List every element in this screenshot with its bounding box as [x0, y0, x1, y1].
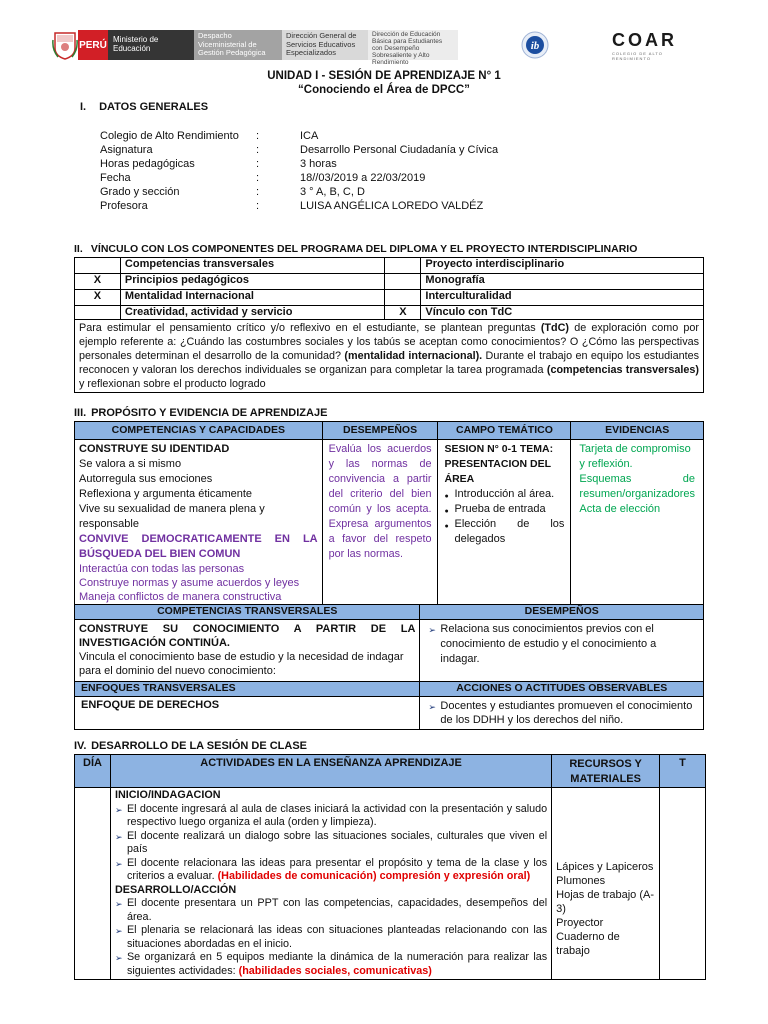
- vinculo-text: y reflexionan sobre el producto logrado: [79, 378, 266, 390]
- despacho-label: Despacho Viceministerial de Gestión Pedagógica: [194, 30, 282, 60]
- enf-head: ENFOQUES TRANSVERSALES: [75, 682, 420, 697]
- peru-label: PERÚ: [78, 30, 108, 60]
- header-logos: [0, 0, 768, 66]
- proposito-col-head: EVIDENCIAS: [571, 422, 704, 440]
- ct-comp-text: Vincula el conocimiento base de estudio y la necesidad de indagar para el dominio del nuevo conocimiento:: [79, 651, 404, 677]
- comp2-item: Construye normas y asume acuerdos y leyes: [79, 577, 300, 589]
- proposito-col-head: COMPETENCIAS Y CAPACIDADES: [75, 422, 323, 440]
- coar-text: COAR: [612, 30, 677, 50]
- vinculo-check: X: [385, 306, 421, 320]
- dg-key: Grado y sección: [100, 186, 180, 198]
- vinculo-check: [385, 274, 421, 290]
- ct-comp-title: CONSTRUYE SU CONOCIMIENTO A PARTIR DE LA INVESTIGACIÓN CONTINÚA.: [79, 623, 416, 649]
- desarrollo-table: [74, 754, 706, 980]
- competencias-cell: [75, 440, 323, 607]
- evidencia-item: Esquemas de resumen/organizadores: [579, 473, 695, 500]
- direccion-general-label: Dirección General de Servicios Educativos Especializados: [282, 30, 368, 60]
- section1-heading: [80, 101, 208, 113]
- acc-cell: [420, 697, 704, 730]
- ct-comp-cell: [75, 620, 420, 682]
- vinculo-check: [75, 306, 121, 320]
- section1-num: I.: [80, 101, 87, 113]
- dg-colon: :: [256, 186, 260, 198]
- desempenos-cell: Evalúa los acuerdos y las normas de convivencia a partir del criterio del bien común y los acepta. Expresa argumentos a favor del respeto por las normas.: [322, 440, 438, 607]
- section3-title: PROPÓSITO Y EVIDENCIA DE APRENDIZAJE: [91, 407, 328, 419]
- vinculo-tdc: (TdC): [540, 322, 569, 334]
- vinculo-table: [74, 257, 704, 393]
- vinculo-text: Durante el trabajo en equipo los estudiantes reconocen y valoran los derechos individuales se organizan para completar la tarea programada: [79, 350, 699, 376]
- vinculo-item: Principios pedagógicos: [120, 274, 385, 290]
- inicio-title: INICIO/INDAGACION: [114, 789, 221, 801]
- section1-title: DATOS GENERALES: [99, 101, 209, 113]
- desarrollo-col-head: T: [660, 755, 706, 788]
- dg-colon: :: [256, 144, 260, 156]
- transversales-table: [74, 604, 704, 730]
- desarrollo-col-head: DÍA: [75, 755, 111, 788]
- dg-colon: :: [256, 172, 260, 184]
- vinculo-item: Vínculo con TdC: [421, 306, 704, 320]
- recurso-item: Plumones: [556, 875, 606, 887]
- recurso-item: Hojas de trabajo (A-3): [556, 889, 654, 915]
- dg-value: 18//03/2019 a 22/03/2019: [300, 172, 426, 184]
- campo-cell: [438, 440, 571, 607]
- acc-item: ➢ Docentes y estudiantes promueven el conocimiento de los DDHH y los derechos del niño.: [428, 699, 695, 727]
- vinculo-item: Creatividad, actividad y servicio: [120, 306, 385, 320]
- desarrollo-item: ➢ El plenaria se relacionará las ideas con situaciones planteadas relacionando con las situaciones abordadas en el inicio.: [115, 924, 547, 951]
- dg-value: 3 ° A, B, C, D: [300, 186, 365, 198]
- campo-item: ● Elección de los delegados: [444, 517, 564, 547]
- section2-title: VÍNCULO CON LOS COMPONENTES DEL PROGRAMA DEL DIPLOMA Y EL PROYECTO INTERDISCIPLINARIO: [90, 243, 638, 255]
- vinculo-item: Mentalidad Internacional: [120, 290, 385, 306]
- ct-desemp-item: ➢ Relaciona sus conocimientos previos con el conocimiento de estudio y el conocimiento a indagar.: [428, 622, 695, 667]
- acc-head: ACCIONES O ACTITUDES OBSERVABLES: [420, 682, 704, 697]
- dg-row: [100, 143, 600, 157]
- ib-logo: [517, 30, 553, 60]
- vinculo-mi: (mentalidad internacional).: [344, 350, 483, 362]
- comp1-item: Autorregula sus emociones: [79, 473, 213, 485]
- desarrollo-item-text: Se organizará en 5 equipos mediante la dinámica de la numeración para realizar las siguientes actividades:: [126, 951, 548, 977]
- coar-logo: [612, 30, 692, 61]
- inicio-item: ➢ El docente realizará un dialogo sobre las situaciones sociales, culturales que viven el país: [115, 830, 547, 857]
- ct-head-right: DESEMPEÑOS: [420, 605, 704, 620]
- desarrollo-col-head: RECURSOS Y MATERIALES: [552, 755, 660, 788]
- campo-list: [444, 487, 564, 547]
- inicio-red-note: (Habilidades de comunicación) compresión y expresión oral): [217, 870, 531, 882]
- evidencias-cell: [571, 440, 704, 607]
- desarrollo-item: [115, 951, 547, 978]
- vinculo-ct: (competencias transversales): [546, 364, 699, 376]
- inicio-item: ➢ El docente ingresará al aula de clases iniciará la actividad con la presentación y saludo respectivo luego organiza el aula (orden y limpieza).: [115, 803, 547, 830]
- enf-cell: ENFOQUE DE DERECHOS: [75, 697, 420, 730]
- campo-title: SESION N° 0-1 TEMA: PRESENTACION DEL ÁREA: [444, 443, 554, 485]
- vinculo-check: [385, 290, 421, 306]
- desarrollo-list: [115, 897, 547, 978]
- campo-item: ● Prueba de entrada: [444, 502, 564, 517]
- vinculo-item: Interculturalidad: [421, 290, 704, 306]
- dg-colon: :: [256, 158, 260, 170]
- inicio-item-text: El docente relacionara las ideas para presentar el propósito y tema de la clase y los criterios a evaluar.: [126, 856, 548, 882]
- vinculo-text: Para estimular el pensamiento crítico y/o reflexivo en el estudiante, se plantean preguntas: [79, 322, 541, 334]
- dg-value: 3 horas: [300, 158, 337, 170]
- section4-heading: [74, 740, 307, 752]
- actividades-cell: [110, 788, 551, 980]
- ministerio-label: Ministerio de Educación: [108, 30, 194, 60]
- inicio-item: [115, 857, 547, 884]
- vinculo-head-right: Proyecto interdisciplinario: [421, 258, 704, 274]
- desarrollo-red-note: (habilidades sociales, comunicativas): [238, 964, 432, 977]
- peru-shield-icon: [52, 30, 78, 60]
- dia-cell: [75, 788, 111, 980]
- vinculo-item: Monografía: [421, 274, 704, 290]
- proposito-col-head: CAMPO TEMÁTICO: [438, 422, 571, 440]
- ct-desemp-cell: [420, 620, 704, 682]
- datos-generales: [100, 129, 600, 213]
- comp1-item: Reflexiona y argumenta éticamente: [79, 488, 253, 500]
- comp2-item: Maneja conflictos de manera constructiva: [79, 591, 282, 603]
- vinculo-paragraph: [75, 320, 704, 393]
- recurso-item: Proyector: [556, 917, 604, 929]
- vinculo-check: X: [75, 274, 121, 290]
- comp2-title: CONVIVE DEMOCRATICAMENTE EN LA BÚSQUEDA DEL BIEN COMUN: [79, 533, 318, 560]
- dg-value: ICA: [300, 130, 319, 142]
- evidencia-item: Tarjeta de compromiso y reflexión.: [579, 443, 691, 470]
- page-subtitle: “Conociendo el Área de DPCC”: [298, 84, 470, 96]
- recurso-item: Lápices y Lapiceros: [556, 861, 654, 873]
- tiempo-cell: [660, 788, 706, 980]
- section3-num: III.: [74, 407, 87, 419]
- dg-key: Colegio de Alto Rendimiento: [100, 130, 239, 142]
- dg-value: Desarrollo Personal Ciudadanía y Cívica: [300, 144, 499, 156]
- page-title: UNIDAD I - SESIÓN DE APRENDIZAJE N° 1: [267, 70, 501, 82]
- dg-row: [100, 157, 600, 171]
- desarrollo-item: ➢ El docente presentara un PPT con las competencias, capacidades, desempeños del área.: [115, 897, 547, 924]
- section4-title: DESARROLLO DE LA SESIÓN DE CLASE: [91, 740, 308, 752]
- dg-key: Horas pedagógicas: [100, 158, 195, 170]
- proposito-table: [74, 421, 704, 607]
- dg-row: [100, 171, 600, 185]
- dg-value: LUISA ANGÉLICA LOREDO VALDÉZ: [300, 200, 484, 212]
- vinculo-head-left: Competencias transversales: [120, 258, 385, 274]
- section2-num: II.: [74, 243, 83, 255]
- section4-num: IV.: [74, 740, 87, 752]
- minedu-logo: [52, 30, 458, 66]
- dg-key: Asignatura: [100, 144, 153, 156]
- dg-key: Profesora: [100, 200, 148, 212]
- vinculo-text: de exploración como por ejemplo referente a: ¿Cuándo las costumbres sociales y los tabús se aceptan como conocimientos? O ¿Cómo las perspectivas personales determinan el desarrollo de la comunidad?: [79, 322, 699, 362]
- dg-colon: :: [256, 130, 260, 142]
- desarrollo-col-head: ACTIVIDADES EN LA ENSEÑANZA APRENDIZAJE: [110, 755, 551, 788]
- campo-item: ● Introducción al área.: [444, 487, 564, 502]
- dg-key: Fecha: [100, 172, 131, 184]
- section2-heading: [74, 243, 637, 255]
- comp1-item: Vive su sexualidad de manera plena y responsable: [79, 503, 265, 530]
- inicio-list: [115, 803, 547, 884]
- dg-row: [100, 129, 600, 143]
- ib-logo-text: ib: [530, 40, 540, 52]
- comp1-item: Se valora a si mismo: [79, 458, 182, 470]
- evidencia-item: Acta de elección: [579, 503, 661, 515]
- dg-row: [100, 185, 600, 199]
- section3-heading: [74, 407, 327, 419]
- direccion-basica-label: Dirección de Educación Básica para Estudiantes con Desempeño Sobresaliente y Alto Rendimiento: [368, 30, 458, 60]
- desarrollo-title: DESARROLLO/ACCIÓN: [114, 883, 237, 896]
- comp1-title: CONSTRUYE SU IDENTIDAD: [79, 443, 230, 455]
- vinculo-check: X: [75, 290, 121, 306]
- recurso-item: Cuaderno de trabajo: [556, 931, 620, 957]
- dg-colon: :: [256, 200, 260, 212]
- comp2-item: Interactúa con todas las personas: [79, 563, 245, 575]
- dg-row: [100, 199, 600, 213]
- ct-head-left: COMPETENCIAS TRANSVERSALES: [75, 605, 420, 620]
- recursos-cell: [552, 788, 660, 980]
- proposito-col-head: DESEMPEÑOS: [322, 422, 438, 440]
- coar-sub: COLEGIO DE ALTO RENDIMIENTO: [612, 51, 663, 61]
